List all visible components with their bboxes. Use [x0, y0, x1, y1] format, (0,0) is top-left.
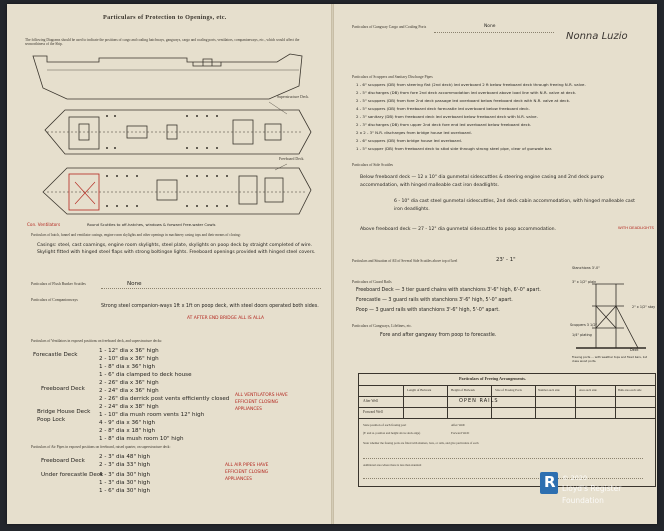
after-well-open-rails: OPEN RAILS: [459, 398, 499, 404]
scuppers-question: Particulars of Scuppers and Sanitary Discharge Pipes: [352, 75, 433, 79]
scupper-row: 2 - 3" sanitary (DB) from freeboard deck led overboard below freeboard deck with N.R. valve.: [356, 114, 538, 119]
shutters-question: State whether the freeing ports are fitted with shutters, bars, or rails, and give particulars of each: [363, 441, 479, 445]
openings-question: Particulars of hatch, funnel and ventilator casings, engine room skylights and other openings in machinery casing tops and their means of closing:: [31, 233, 241, 237]
guard-rails-question: Particulars of Guard Rails: [352, 280, 392, 284]
freeboard-deck-label: Freeboard Deck.: [279, 157, 305, 161]
forecastle-vent-row: 1 - 6" dia clamped to deck house: [99, 372, 192, 378]
superstructure-deck-label: Superstructure Deck.: [277, 95, 310, 99]
ship-name: Nonna Luzio: [566, 31, 628, 42]
table-header: Area each side: [579, 388, 597, 392]
forward-well-row-label: Forward Well: [363, 410, 383, 414]
bridge-vent-row: 2 - 24" dia x 38" high: [99, 404, 159, 410]
guard-rail-row: Freeboard Deck — 3 tier guard chains with stanchions 3'-6" high, 6'-0" apart.: [356, 288, 541, 293]
freeboard-vent-row: 2 - 26" dia x 36" high: [99, 380, 159, 386]
scupper-row: 4 - 5" scuppers (DB) from freeboard deck forecastle led overboard below freeboard deck.: [356, 106, 530, 111]
poop-vent-row: 1 - 10" dia mush room vents 12" high: [99, 412, 205, 418]
side-scuttle-row: 6 - 10" dia cast steel gunmetal sidescuttles, 2nd deck cabin accommodation, with hinged malleable cast iron deadlights.: [394, 199, 635, 212]
lifelines-question: Particulars of Gangways, Lifelines, etc.: [352, 324, 412, 328]
air-forecastle-label: Under forecastle Deck: [41, 472, 104, 478]
air-pipe-row: 1 - 6" dia 30" high: [99, 488, 151, 494]
forecastle-vent-row: 2 - 10" dia x 36" high: [99, 356, 159, 362]
sketch-scuppers: Scuppers 3 1/2": [570, 323, 598, 327]
sketch-stay: 2" x 1/2" stay: [632, 305, 656, 309]
right-page: [334, 4, 657, 524]
forward-well-label: Forward Well:: [451, 431, 470, 435]
freeboard-deck-plan: [43, 168, 311, 214]
table-header: Size of Freeing Ports: [495, 388, 522, 392]
freeboard-vent-row: 2 - 26" dia derrick post vents efficiently closed: [99, 396, 230, 402]
table-header: Height of Bulwark: [451, 388, 475, 392]
above-freeboard-scuttles: Above freeboard deck — 27 - 12" dia gunmetal sidescuttles to poop accommodation.: [360, 227, 557, 232]
freeboard-deck-vent-label: Freeboard Deck: [41, 386, 85, 392]
scupper-row: 2 x 2 - 3" N.R. discharges from bridge house led overboard.: [356, 130, 472, 135]
forecastle-vent-row: 1 - 8" dia x 36" high: [99, 364, 156, 370]
air-pipe-row: 1 - 3" dia 30" high: [99, 480, 151, 486]
sketch-plating: 1/4" plating: [572, 333, 592, 337]
sketch-stanchions: Stanchions 3'-0": [572, 266, 600, 270]
scupper-row: 2 - 3" discharges (DB) from upper 2nd deck fore end led overboard below freeboard deck.: [356, 122, 532, 127]
legend-note: Round Scuttles to off-hatches, windows & forward Free-water Cowls: [87, 222, 216, 227]
freeboard-height-question: Particulars and Situation of All of Several Side Scuttles above top of keel: [352, 259, 458, 263]
table-header: Number each side: [538, 388, 560, 392]
guard-rail-row: Poop — 3 guard rails with stanchions 3'-6" high, 5'-0" apart.: [356, 308, 500, 313]
scupper-row: 2 - 5" discharges (DB) from fore 2nd deck accommodation led overboard above load line with N.R. valve at deck.: [356, 90, 577, 95]
air-pipes-question: Particulars of Air Pipes in exposed positions on freeboard, raised quarter, on superstructure deck:: [31, 445, 171, 449]
left-page: [7, 4, 331, 524]
ship-profile-view: [33, 54, 302, 99]
page-title: Particulars of Protection to Openings, etc.: [103, 14, 227, 21]
poop-vent-row: 2 - 8" dia x 18" high: [99, 428, 156, 434]
gangway-ports-answer: None: [484, 24, 496, 29]
poop-vent-row: 4 - 9" dia x 36" high: [99, 420, 156, 426]
air-pipe-row: 4 - 3" dia 30" high: [99, 472, 151, 478]
legend-ventilators: Con. Ventilators: [27, 222, 61, 227]
sketch-rail: 3" x 1/2" plain: [572, 280, 597, 284]
scupper-row: 1 - 6" scuppers (DB) from steering flat (2nd deck) led overboard 2 ft below freeboard deck through freeing N.R. valve.: [356, 82, 586, 87]
forecastle-deck-label: Forecastle Deck: [33, 352, 78, 358]
ventilators-question: Particulars of Ventilators in exposed positions on freeboard deck, and superstructure decks:: [31, 339, 163, 343]
table-header: Bulk area each side: [618, 388, 642, 392]
flush-scuttles-answer: None: [127, 281, 142, 287]
freeing-arrangements-table: [358, 373, 656, 487]
sketch-deck: Deck: [630, 348, 639, 352]
watermark-org-line2: Foundation: [562, 496, 604, 505]
air-freeboard-label: Freeboard Deck: [41, 458, 85, 464]
lifelines-answer: Fore and after gangway from poop to forecastle.: [380, 333, 497, 338]
superstructure-deck-plan: [45, 110, 311, 154]
after-well-row-label: After Well: [363, 399, 379, 403]
table-title: Particulars of Freeing Arrangements.: [459, 376, 526, 381]
flush-scuttles-question: Particulars of Flush Bunker Scuttles: [31, 282, 86, 286]
sketch-note: Freeing ports ... with weather tops and fixed bars, 1st class wood ports.: [572, 355, 647, 363]
freeing-port-position-question: State position of each freeing port: [363, 423, 407, 427]
above-freeboard-red-note: WITH DEADLIGHTS: [618, 225, 654, 230]
guard-rail-row: Forecastle — 3 guard rails with stanchions 3'-6" high, 5'-0" apart.: [356, 298, 513, 303]
air-pipe-row: 2 - 3" dia 48" high: [99, 454, 151, 460]
freeboard-height-answer: 23' - 1": [496, 257, 516, 263]
side-scuttle-row: Below freeboard deck — 12 x 10" dia gunmetal sidescuttles & steering engine casing and 2nd deck pump accommodation, with hinged malleable cast iron deadlights.: [360, 175, 604, 188]
side-scuttles-question: Particulars of Side Scuttles: [352, 163, 394, 167]
table-header: Length of Bulwark: [407, 388, 432, 392]
bridge-house-deck-label: Bridge House Deck: [37, 409, 91, 415]
diagram-intro: The following Diagrams should be used to indicate the positions of cargo and coaling hatchways, gangways, cargo and coaling ports, ventilators, companionways, etc., which would affect the seaworthiness of the Ship.: [25, 38, 300, 47]
poop-lock-label: Poop Lock: [37, 417, 66, 423]
air-pipes-red-note: ALL AIR PIPES HAVE EFFICIENT CLOSING APPLIANCES: [225, 463, 269, 482]
document-sheet: [7, 4, 657, 524]
scupper-row: 2 - 6" scuppers (DB) from bridge house led overboard.: [356, 138, 462, 143]
companionways-answer: Strong steel companion-ways 1ft x 1ft on poop deck, with steel doors operated both sides.: [101, 304, 319, 309]
companionways-red-note: AT AFTER END BRIDGE ALL IS ALLA: [187, 316, 265, 321]
additional-area-question: Additional area where there is less than standard: [363, 463, 422, 467]
scupper-row: 1 - 5" scupper (DB) from freeboard deck to stbd side through strong steel pipe, clear of gunwale bar.: [356, 146, 553, 151]
gangway-ports-question: Particulars of Gangway Cargo and Coaling Ports: [352, 25, 427, 29]
air-pipe-row: 2 - 3" dia 33" high: [99, 462, 151, 468]
forecastle-vent-row: 1 - 12" dia x 36" high: [99, 348, 159, 354]
after-well-label: After Well:: [451, 423, 466, 427]
scupper-row: 2 - 5" scuppers (DB) from fore 2nd deck passage led overboard below freeboard deck with N.R. valve at deck.: [356, 98, 571, 103]
logo-letter: R: [544, 473, 556, 491]
openings-answer: Casings: steel, cast coamings, engine room skylights, steel plate, skylights on poop deck by straight completed of wire. Skylight fitted with hinged steel flaps with strong boltingse lights. Freeboard openings provided with hinged steel covers.: [37, 243, 316, 255]
freeing-port-note: (F. and A. position and height above deck edge): [363, 431, 421, 435]
poop-vent-row: 1 - 8" dia mush room 10" high: [99, 436, 184, 442]
ventilators-red-note: ALL VENTILATORS HAVE EFFICIENT CLOSING APPLIANCES: [235, 393, 288, 412]
ship-diagrams: [7, 4, 331, 244]
freeboard-vent-row: 2 - 24" dia x 36" high: [99, 388, 159, 394]
watermark-org-line1: Lloyd's Register: [562, 484, 622, 493]
companionways-question: Particulars of Companionways: [31, 298, 78, 302]
watermark-copyright: © 2020: [562, 474, 588, 482]
